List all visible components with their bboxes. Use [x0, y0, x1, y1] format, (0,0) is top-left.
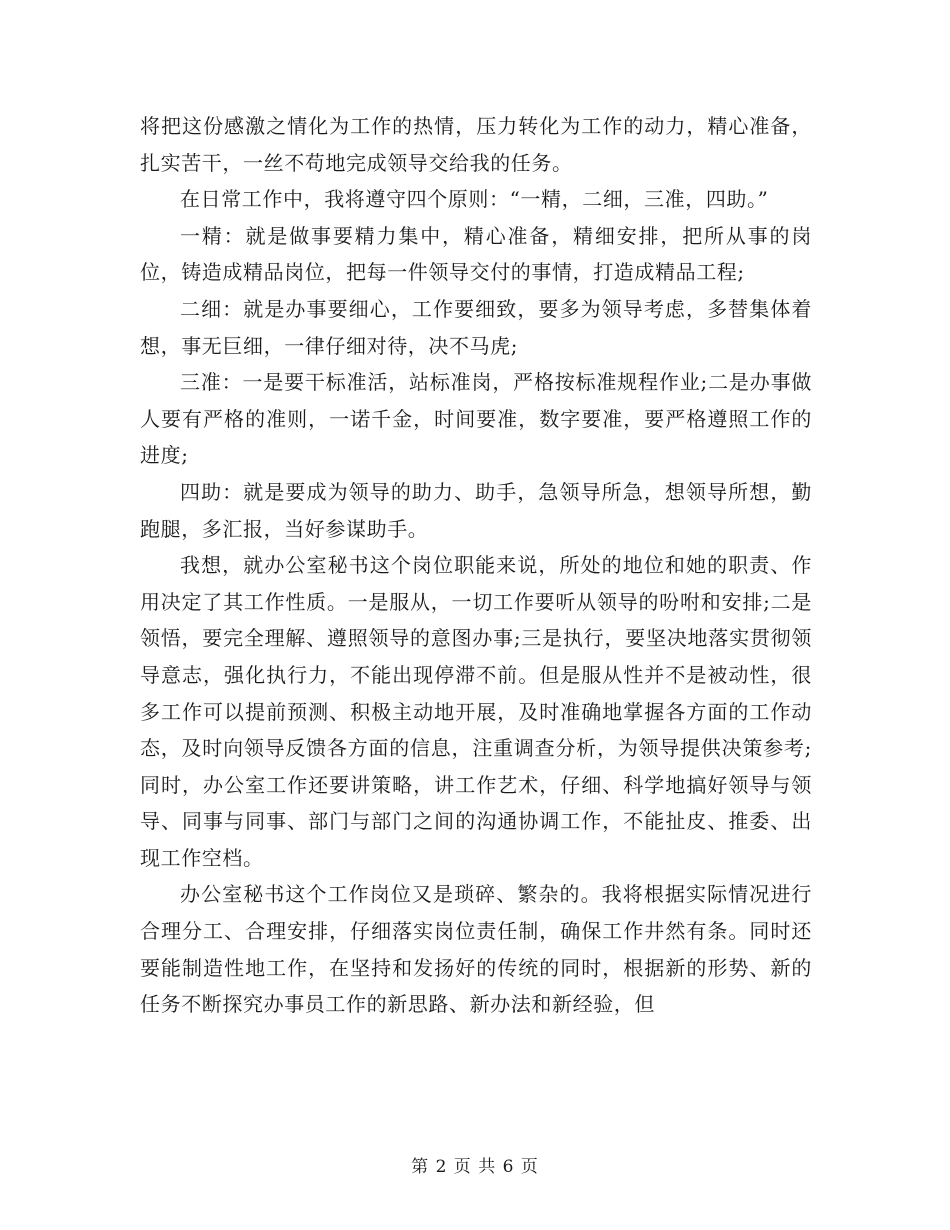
- paragraph-job-arrangement: 办公室秘书这个工作岗位又是琐碎、繁杂的。我将根据实际情况进行合理分工、合理安排，仔细落实岗位责任制，确保工作井然有条。同时还要能制造性地工作，在坚持和发扬好的传统的同时，根据新的形势、新的任务不断探究办事员工作的新思路、新办法和新经验，但: [140, 882, 812, 1017]
- paragraph-job-nature: 我想，就办公室秘书这个岗位职能来说，所处的地位和她的职责、作用决定了其工作性质。一是服从，一切工作要听从领导的吩咐和安排;二是领悟，要完全理解、遵照领导的意图办事;三是执行，要坚决地落实贯彻领导意志，强化执行力，不能出现停滞不前。但是服从性并不是被动性，很多工作可以提前预测、积极主动地开展，及时准确地掌握各方面的工作动态，及时向领导反馈各方面的信息，注重调查分析，为领导提供决策参考;同时，办公室工作还要讲策略，讲工作艺术，仔细、科学地搞好领导与领导、同事与同事、部门与部门之间的沟通协调工作，不能扯皮、推委、出现工作空档。: [140, 553, 812, 870]
- paragraph-principles-intro: 在日常工作中，我将遵守四个原则：“一精，二细，三准，四助。”: [180, 187, 769, 212]
- paragraph-principle-zhun: 三准：一是要干标准活，站标准岗，严格按标准规程作业;二是办事做人要有严格的准则，一诺千金，时间要准，数字要准，要严格遵照工作的进度;: [140, 370, 812, 468]
- paragraph-principle-jing: 一精：就是做事要精力集中，精心准备，精细安排，把所从事的岗位，铸造成精品岗位，把每一件领导交付的事情，打造成精品工程;: [140, 223, 812, 285]
- document-body: [140, 108, 812, 1023]
- paragraph-principle-xi: 二细：就是办事要细心，工作要细致，要多为领导考虑，多替集体着想，事无巨细，一律仔细对待，决不马虎;: [140, 296, 812, 358]
- page-number-footer: 第 2 页 共 6 页: [411, 1157, 539, 1177]
- paragraph-principle-zhu: 四助：就是要成为领导的助力、助手，急领导所急，想领导所想，勤跑腿，多汇报，当好参谋助手。: [140, 479, 812, 541]
- paragraph-continuation: 将把这份感激之情化为工作的热情，压力转化为工作的动力，精心准备，扎实苦干，一丝不苟地完成领导交给我的任务。: [140, 114, 812, 175]
